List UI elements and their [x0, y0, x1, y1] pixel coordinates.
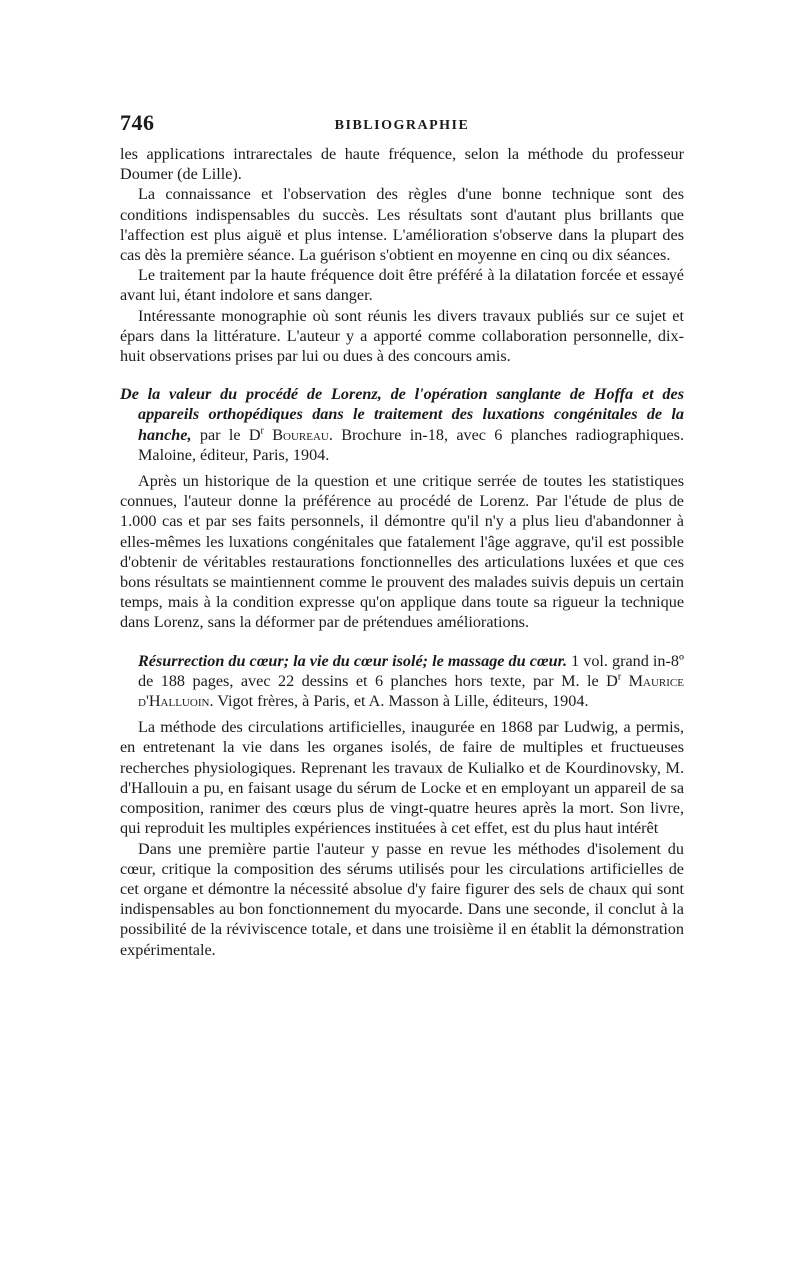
review-details: . Vigot frères, à Paris, et A. Masson à Lille, éditeurs, 1904.	[209, 692, 589, 711]
review-title: De la valeur du procédé de Lorenz, de l'opération sanglante de Hoffa et des appareils orthopédiques dans le traitement des luxations congénitales de la hanche,	[120, 385, 684, 444]
review-body: La méthode des circulations artificielles, inaugurée en 1868 par Ludwig, a permis, en entretenant la vie dans les organes isolés, de faire de multiples et fructueuses recherches physiologiques. Reprenant les travaux de Kulialko et de Kourdinovsky, M. d'Hallouin a pu, en faisant usage du sérum de Locke et en employant un appareil de sa composition, ranimer des cœurs plus de vingt-quatre heures après la mort. Son livre, qui reproduit les multiples expériences instituées à cet effet, est du plus haut intérêt	[120, 718, 684, 838]
review-reference	[120, 384, 684, 465]
review-author: Maurice d'Halluoin	[138, 671, 684, 711]
review-title: Résurrection du cœur; la vie du cœur isolé; le massage du cœur.	[138, 651, 568, 670]
intro-paragraph-3: Le traitement par la haute fréquence doit être préféré à la dilatation forcée et essayé avant lui, étant indolore et sans danger.	[120, 266, 684, 305]
review-author: Boureau	[272, 425, 329, 444]
book-page	[120, 110, 684, 960]
review-details: 1 vol. grand in-8º de 188 pages, avec 22 dessins et 6 planches hors texte, par M. le D	[138, 651, 685, 690]
review-by-sup: r	[260, 425, 264, 437]
page-header	[120, 110, 684, 144]
page-number: 746	[120, 110, 155, 135]
review-lorenz	[120, 384, 684, 632]
intro-paragraph-4: Intéressante monographie où sont réunis les divers travaux publiés sur ce sujet et épars dans la littérature. L'auteur y a apporté comme collaboration personnelle, dix-huit observations prises par lui ou dues à des concours amis.	[120, 306, 684, 366]
running-title: BIBLIOGRAPHIE	[334, 118, 470, 133]
review-by-sup: r	[617, 671, 622, 683]
intro-paragraph-2: La connaissance et l'observation des règles d'une bonne technique sont des conditions indispensables du succès. Les résultats sont d'autant plus brillants que l'affection est plus aiguë et plus intense. L'amélioration s'observe dans la plupart des cas dès la première séance. La guérison s'obtient en moyenne en cinq ou dix séances.	[120, 185, 684, 265]
review-details: . Brochure in-18, avec 6 planches radiographiques. Maloine, éditeur, Paris, 1904.	[138, 425, 684, 464]
review-by: par le D	[191, 425, 261, 444]
review-body: Après un historique de la question et une critique serrée de toutes les statistiques connues, l'auteur donne la préférence au procédé de Lorenz. Par l'étude de plus de 1.000 cas et par ses faits personnels, il démontre qu'il n'y a plus lieu d'abandonner à elles-mêmes les luxations congénitales que fatalement l'âge aggrave, qu'il est possible d'obtenir de véritables restaurations fonctionnelles des articulations luxées et que ces bons résultats se maintiennent comme le prouvent des malades suivis depuis un certain temps, mais à la condition expresse qu'on applique dans toute sa rigueur la technique dans Lorenz, sans la déformer par de prétendues améliorations.	[120, 472, 684, 632]
review-resurrection	[120, 651, 684, 960]
review-reference	[120, 651, 684, 712]
intro-section	[120, 144, 684, 366]
review-body: Dans une première partie l'auteur y passe en revue les méthodes d'isolement du cœur, critique la composition des sérums utilisés pour les circulations artificielles de cet organe et démontre la nécessité absolue d'y faire figurer des sels de chaux qui sont indispensables au bon fonctionnement du myocarde. Dans une seconde, il conclut à la possibilité de la réviviscence totale, et dans une troisième il en établit la démonstration expérimentale.	[120, 839, 684, 959]
intro-paragraph-1: les applications intrarectales de haute fréquence, selon la méthode du professeur Doumer (de Lille).	[120, 145, 684, 184]
